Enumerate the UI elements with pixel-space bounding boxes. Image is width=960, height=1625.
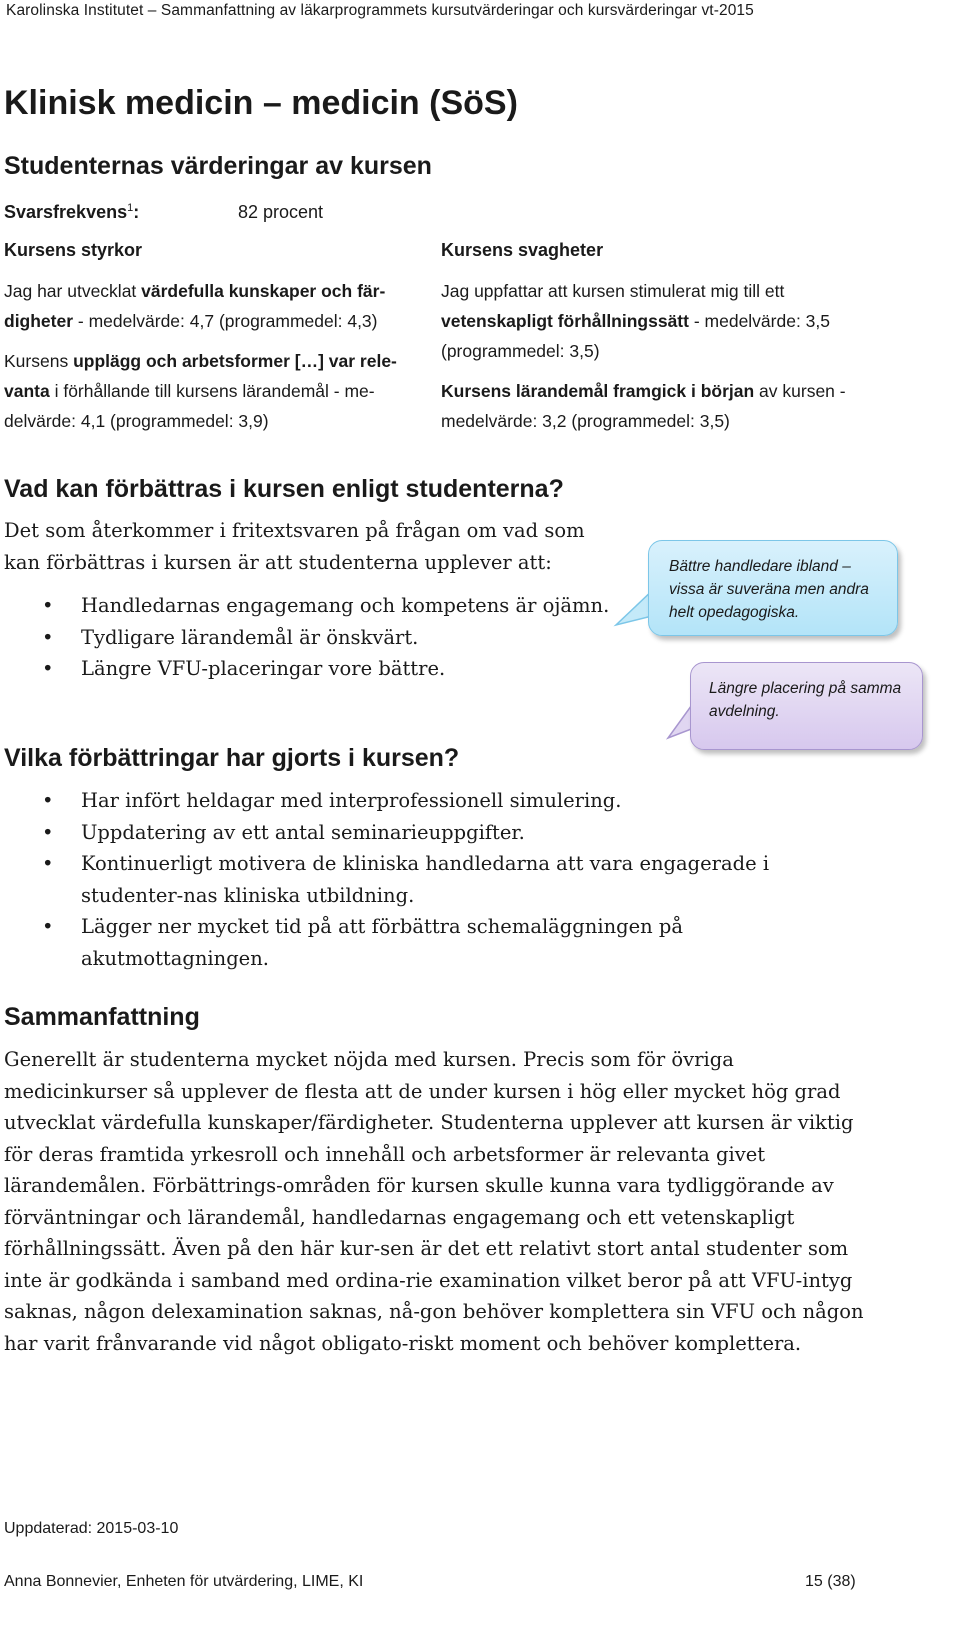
summary-text: Generellt är studenterna mycket nöjda med kursen. Precis som för övriga medicinkurser så upplever de flesta att de under kursen i hög eller mycket hög grad utvecklat värdefulla kunskaper/färdigheter. Studenterna upplever att kursen är viktig för deras framtida yrkesroll och innehåll och arbetsformer är relevanta givet lärandemålen. Förbättrings-områden för kursen skulle kunna vara tydliggörande av förväntningar och lärandemål, handledarnas engagemang och ett vetenskapligt förhållningssätt. Även på den här kur-sen är det ett relativt stort antal studenter som inte är godkända i samband med ordina-rie examination vilket beror på att VFU-intyg saknas, någon delexamination saknas, nå-gon behöver komplettera sin VFU och någon har varit frånvarande vid något obligato-riskt moment och behöver komplettera. (4, 1048, 864, 1355)
list-item: • Längre VFU-placeringar vore bättre. (4, 653, 624, 685)
updated-date: Uppdaterad: 2015-03-10 (4, 1520, 179, 1537)
response-rate-label (4, 202, 139, 223)
list-item: • Tydligare lärandemål är önskvärt. (4, 622, 624, 654)
page-number: 15 (38) (805, 1573, 856, 1590)
weakness-item: Jag uppfattar att kursen stimulerat mig till ett vetenskapligt förhållningssätt - medelvärde: 3,5 (programmedel: 3,5) (441, 281, 831, 361)
weakness-item: Kursens lärandemål framgick i början av kursen - medelvärde: 3,2 (programmedel: 3,5) (441, 381, 846, 431)
footer-author: Anna Bonnevier, Enheten för utvärdering, LIME, KI (4, 1573, 364, 1590)
student-quote-callout: Längre placering på samma avdelning. (690, 662, 923, 750)
summary-heading: Sammanfattning (4, 1003, 200, 1031)
weaknesses-heading: Kursens svagheter (441, 240, 604, 260)
running-header: Karolinska Institutet – Sammanfattning av läkarprogrammets kursutvärderingar och kursvärderingar vt-2015 (6, 2, 754, 19)
weaknesses-list (441, 276, 871, 446)
improve-list (4, 590, 624, 685)
response-rate-value: 82 procent (238, 202, 324, 222)
list-item: • Lägger ner mycket tid på att förbättra schemaläggningen på akutmottagningen. (4, 911, 864, 974)
list-item: • Handledarnas engagemang och kompetens är ojämn. (4, 590, 624, 622)
response-rate-colon: : (133, 202, 140, 222)
improve-intro: Det som återkommer i fritextsvaren på frågan om vad som kan förbättras i kursen är att studenterna upplever att: (4, 519, 585, 574)
list-item: • Kontinuerligt motivera de kliniska handledarna att vara engagerade i studenter-nas kliniska utbildning. (4, 848, 864, 911)
list-item: • Uppdatering av ett antal seminarieuppgifter. (4, 817, 864, 849)
improve-heading: Vad kan förbättras i kursen enligt studenterna? (4, 475, 564, 503)
response-rate-label-text: Svarsfrekvens (4, 202, 128, 222)
done-list (4, 785, 864, 974)
evaluation-heading: Studenternas värderingar av kursen (4, 152, 432, 180)
student-quote-callout: Bättre handledare ibland – vissa är suveräna men andra helt opedagogiska. (648, 540, 898, 636)
strength-item: Kursens upplägg och arbetsformer […] var rele-vanta i förhållande till kursens lärandemål - me-delvärde: 4,1 (programmedel: 3,9) (4, 351, 397, 431)
document-title: Klinisk medicin – medicin (SöS) (4, 84, 518, 122)
footnote-marker: 1 (127, 202, 134, 214)
done-heading: Vilka förbättringar har gjorts i kursen? (4, 744, 460, 772)
list-item: • Har infört heldagar med interprofessionell simulering. (4, 785, 864, 817)
strength-item: Jag har utvecklat värdefulla kunskaper och fär-digheter - medelvärde: 4,7 (programmedel: 4,3) (4, 281, 386, 331)
strengths-list (4, 276, 422, 446)
strengths-heading: Kursens styrkor (4, 240, 143, 260)
